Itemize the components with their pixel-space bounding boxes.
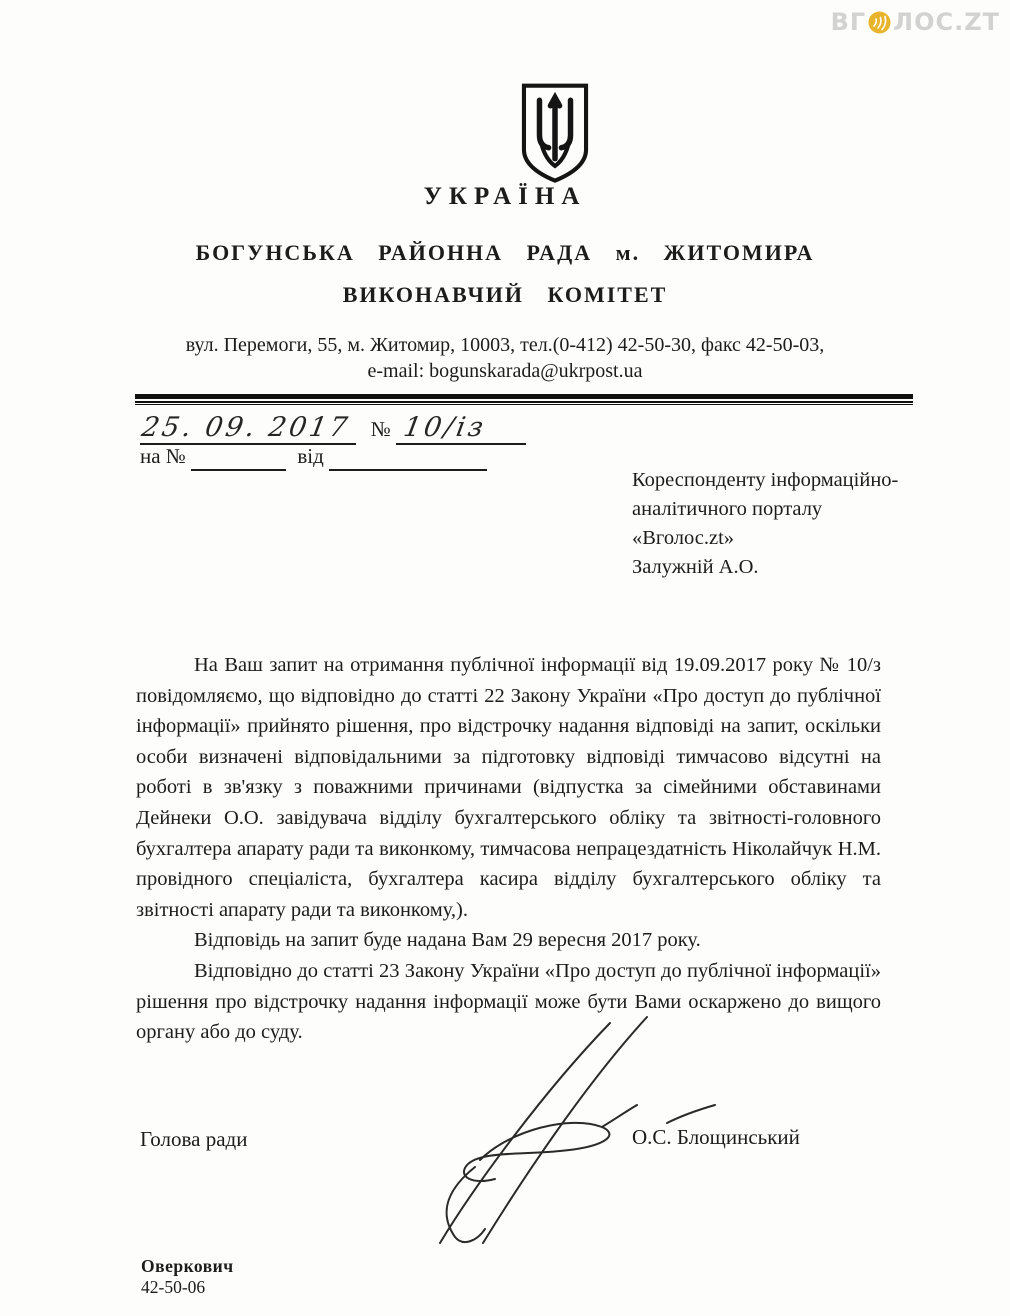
header-divider xyxy=(135,394,913,405)
handwritten-outgoing-number: 10/із xyxy=(401,412,489,443)
executor-name: Оверкович xyxy=(141,1256,234,1276)
organization-email: e-mail: bogunskarada@ukrpost.ua xyxy=(367,360,643,382)
recipient-line: Залужній А.О. xyxy=(632,556,759,578)
recipient-line: «Вголос.zt» xyxy=(632,527,735,549)
vgolos-zt-watermark-logo xyxy=(831,8,1000,36)
reply-to-number-blank xyxy=(191,444,286,471)
executor-phone: 42-50-06 xyxy=(141,1277,206,1297)
reference-line-outgoing xyxy=(140,412,526,445)
recipient-block xyxy=(632,466,898,582)
organization-address: вул. Перемоги, 55, м. Житомир, 10003, тел.(0-412) 42-50-30, факс 42-50-03, xyxy=(185,334,825,356)
signer-position-label: Голова ради xyxy=(140,1127,248,1151)
body-paragraph-2: Відповідь на запит буде надана Вам 29 вересня 2017 року. xyxy=(194,929,701,952)
signer-name: О.С. Блощинський xyxy=(632,1125,800,1149)
sound-waves-icon xyxy=(868,11,891,34)
number-sign-label: № xyxy=(370,417,391,441)
organization-subdivision: ВИКОНАВЧИЙ КОМІТЕТ xyxy=(342,282,668,307)
reply-to-number-label: на № xyxy=(140,444,186,468)
emblem-country-label: УКРАЇНА xyxy=(423,183,587,210)
reply-from-date-label: від xyxy=(297,444,324,468)
recipient-line: Кореспонденту інформаційно- xyxy=(632,469,899,491)
watermark-text-prefix: ВГ xyxy=(830,8,867,36)
body-paragraph-1: На Ваш запит на отримання публічної інформації від 19.09.2017 року № 10/з повідомляємо, що відповідно до статті 22 Закону України «Про доступ до публічної інформації» прийнято рішення, про відстрочку надання відповіді на запит, оскільки особи визначені відповідальними за підготовку відповіді тимчасово відсутні на роботі в зв'язку з поважними причинами (відпустка за сімейними обставинами Дейнеки О.О. завідувача відділу бухгалтерського обліку та звітності-головного бухгалтера апарату ради та виконкому, тимчасова непрацездатність Ніколайчук Н.М. провідного спеціаліста, бухгалтера касира відділу бухгалтерського обліку та звітності апарату ради та виконкому,). xyxy=(136,654,881,921)
watermark-text-suffix: ЛОС.ZT xyxy=(893,8,1000,36)
reference-line-incoming xyxy=(140,444,487,471)
organization-name: БОГУНСЬКА РАЙОННА РАДА м. ЖИТОМИРА xyxy=(195,240,815,265)
executor-block xyxy=(141,1256,234,1298)
letter-body xyxy=(136,650,881,1048)
handwritten-date: 25. 09. 2017 xyxy=(139,412,353,443)
ukraine-trident-emblem xyxy=(505,82,605,182)
reply-from-date-blank xyxy=(329,444,487,471)
body-paragraph-3: Відповідно до статті 23 Закону України «Про доступ до публічної інформації» рішення про відстрочку надання інформації може бути Вами оскаржено до вищого органу або до суду. xyxy=(136,959,881,1044)
recipient-line: аналітичного порталу xyxy=(632,498,823,520)
